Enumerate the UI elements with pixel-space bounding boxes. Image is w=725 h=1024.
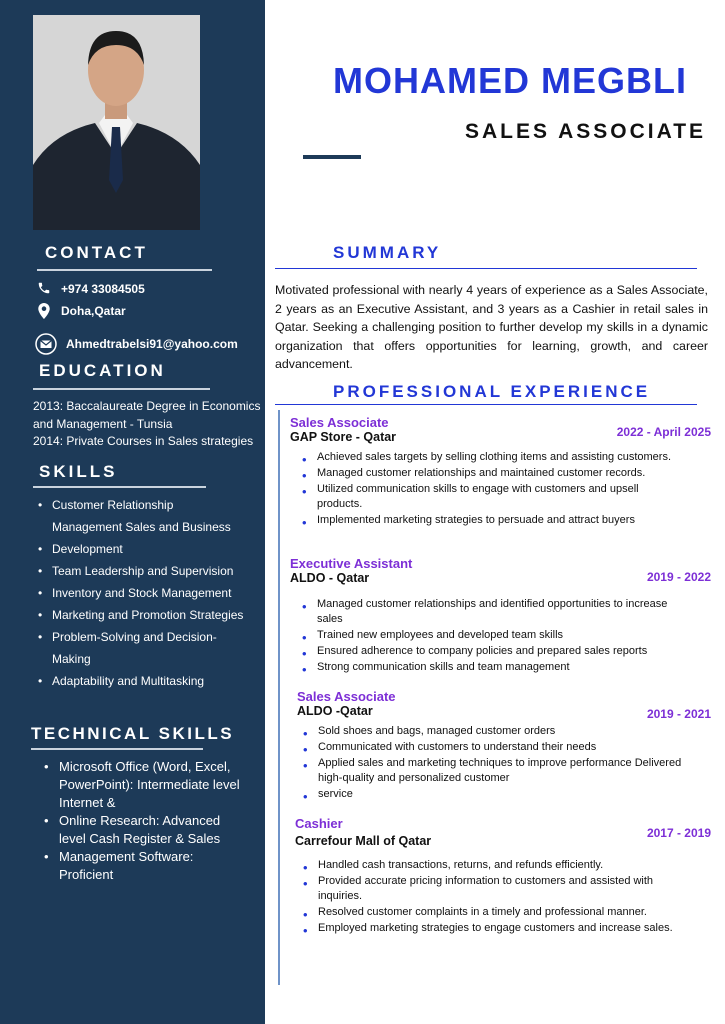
duty-item: • Implemented marketing strategies to persuade and attract buyers [290,513,685,528]
duty-item: • Provided accurate pricing information to customers and assisted with inquiries. [291,874,686,904]
profile-photo-image [33,15,200,230]
education-heading: EDUCATION [39,361,166,380]
duty-item: • Employed marketing strategies to engage customers and increase sales. [291,921,686,936]
duty-item: • Handled cash transactions, returns, and refunds efficiently. [291,858,686,873]
education-item: 2014: Private Courses in Sales strategies [33,434,254,448]
technical-skill-item: • Microsoft Office (Word, Excel, PowerPoint): Intermediate level Internet & [44,758,244,812]
job-title: Sales Associate [290,415,389,430]
duty-item: • service [291,787,686,802]
job-entry [295,816,715,937]
job-duties [290,597,685,675]
header-accent-bar [303,155,361,159]
duty-item: • Achieved sales targets by selling clothing items and assisting customers. [290,450,685,465]
job-title: Executive Assistant [290,556,413,571]
job-company: GAP Store - Qatar [290,430,397,444]
location-text: Doha,Qatar [61,304,126,318]
duty-item: • Sold shoes and bags, managed customer orders [291,724,686,739]
job-dates: 2022 - April 2025 [616,425,711,439]
candidate-name: MOHAMED MEGBLI [333,60,687,101]
technical-skills-list [44,758,244,884]
technical-skills-heading: TECHNICAL SKILLS [31,724,235,743]
skill-item: • Adaptability and Multitasking [34,670,244,692]
technical-skill-item: • Management Software: Proficient [44,848,244,884]
job-dates: 2019 - 2021 [646,707,711,721]
job-duties [291,724,686,802]
email-text: Ahmedtrabelsi91@yahoo.com [66,337,238,351]
contact-phone [37,281,145,297]
job-company: ALDO -Qatar [297,704,373,718]
skill-item: • Customer Relationship Management Sales and Business [34,494,244,538]
education-item: 2013: Baccalaureate Degree in Economics and Management - Tunsia [33,399,261,431]
skill-item: • Inventory and Stock Management [34,582,244,604]
duty-item: • Strong communication skills and team management [290,660,685,675]
technical-skill-item: • Online Research: Advanced level Cash Register & Sales [44,812,244,848]
contact-location [37,303,126,319]
duty-item: • Trained new employees and developed team skills [290,628,685,643]
contact-email[interactable] [35,333,238,355]
job-dates: 2017 - 2019 [646,826,711,840]
skills-heading: SKILLS [39,462,118,481]
education-divider [33,388,210,390]
summary-heading: SUMMARY [333,243,442,262]
skills-divider [33,486,206,488]
job-entry [290,556,715,676]
profile-photo [33,15,200,230]
education-list [33,398,263,451]
duty-item: • Utilized communication skills to engage with customers and upsell products. [290,482,685,512]
skills-list [34,494,244,692]
duty-item: • Managed customer relationships and identified opportunities to increase sales [290,597,685,627]
job-title: Cashier [295,816,343,831]
duty-item: • Ensured adherence to company policies and prepared sales reports [290,644,685,659]
duty-item: • Resolved customer complaints in a timely and professional manner. [291,905,686,920]
skill-item: • Problem-Solving and Decision-Making [34,626,244,670]
duty-item: • Applied sales and marketing techniques to improve performance Delivered high-quality and personalized customer [291,756,686,786]
job-company: ALDO - Qatar [290,571,370,585]
phone-icon [37,281,53,297]
contact-divider [37,269,212,271]
job-entry [290,415,715,529]
experience-rule [275,404,697,405]
email-icon [35,333,57,355]
skill-item: • Marketing and Promotion Strategies [34,604,244,626]
sidebar [0,0,265,1024]
job-role: SALES ASSOCIATE [465,120,707,143]
contact-heading: CONTACT [45,243,148,262]
job-company: Carrefour Mall of Qatar [295,834,432,848]
job-dates: 2019 - 2022 [646,570,711,584]
timeline-line [278,410,280,985]
phone-text: +974 33084505 [61,282,145,296]
skill-item: • Development [34,538,244,560]
skill-item: • Team Leadership and Supervision [34,560,244,582]
job-duties [290,450,685,528]
summary-text: Motivated professional with nearly 4 years of experience as a Sales Associate, 2 years as an Executive Assistant, and 3 years as a Cashier in retail sales in Qatar. Seeking a challenging position to further develop my skills in a dynamic organization that offers opportunities for learning, growth, and career advancement. [275,283,708,372]
job-duties [291,858,686,936]
experience-heading: PROFESSIONAL EXPERIENCE [333,382,651,401]
duty-item: • Managed customer relationships and maintained customer records. [290,466,685,481]
duty-item: • Communicated with customers to understand their needs [291,740,686,755]
summary-rule [275,268,697,269]
job-title: Sales Associate [297,689,396,704]
location-pin-icon [37,303,53,319]
job-entry [297,689,715,803]
technical-skills-divider [31,748,203,750]
